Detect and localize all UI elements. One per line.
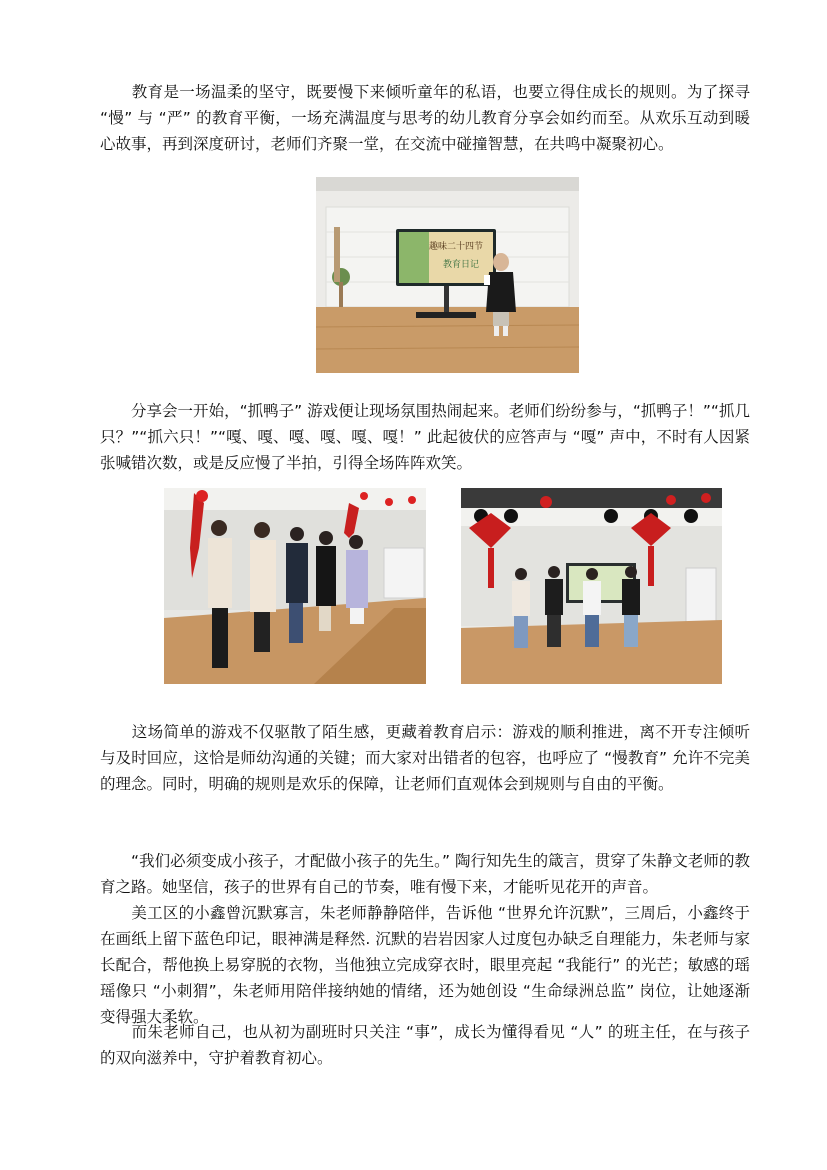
paragraph-stories: 美工区的小鑫曾沉默寡言，朱老师静静陪伴，告诉他 “世界允许沉默”，三周后，小鑫终于在画纸上留下蓝色印记，眼神满是释然. 沉默的岩岩因家人过度包办缺乏自理能力，朱老师与家长配合，帮他换上易穿脱的衣物，当他独立完成穿衣时，眼里亮起 “我能行” 的光芒；敏感的瑶瑶像只 “小刺猬”，朱老师用陪伴接纳她的情绪，还为她创设 “生命绿洲总监” 岗位，让她逐渐变得强大柔软。 (100, 904, 750, 1026)
paragraph-intro: 教育是一场温柔的坚守，既要慢下来倾听童年的私语，也要立得住成长的规则。为了探寻 “慢” 与 “严” 的教育平衡，一场充满温度与思考的幼儿教育分享会如约而至。从欢乐互动到暖心故事，再到深度研讨，老师们齐聚一堂，在交流中碰撞智慧，在共鸣中凝聚初心。 (100, 83, 750, 153)
screen-title: 趣味二十四节 (428, 242, 484, 252)
paragraph-game: 分享会一开始，“抓鸭子” 游戏便让现场氛围热闹起来。老师们纷纷参与，“抓鸭子！”“抓几只？”“抓六只！”“嘎、嘎、嘎、嘎、嘎、嘎！” 此起彼伏的应答声与 “嘎” 声中，不时有人因紧张喊错次数，或是反应慢了半拍，引得全场阵阵欢笑。 (100, 402, 750, 472)
screen-subtitle: 教育日记 (442, 260, 480, 270)
paragraph-reflection: 这场简单的游戏不仅驱散了陌生感，更藏着教育启示：游戏的顺利推进，离不开专注倾听与及时回应，这恰是师幼沟通的关键；而大家对出错者的包容，也呼应了 “慢教育” 允许不完美的理念。同时，明确的规则是欢乐的保障，让老师们直观体会到规则与自由的平衡。 (100, 723, 750, 793)
paragraph-growth: 而朱老师自己，也从初为副班时只关注 “事”，成长为懂得看见 “人” 的班主任，在与孩子的双向滋养中，守护着教育初心。 (100, 1023, 750, 1067)
photo-teachers-game-right (461, 488, 722, 684)
photo-speaker-on-stage (316, 177, 579, 373)
paragraph-tao-quote: “我们必须变成小孩子，才配做小孩子的先生。” 陶行知先生的箴言，贯穿了朱静文老师的教育之路。她坚信，孩子的世界有自己的节奏，唯有慢下来，才能听见花开的声音。 (100, 852, 750, 896)
photo-teachers-game-left (164, 488, 426, 684)
